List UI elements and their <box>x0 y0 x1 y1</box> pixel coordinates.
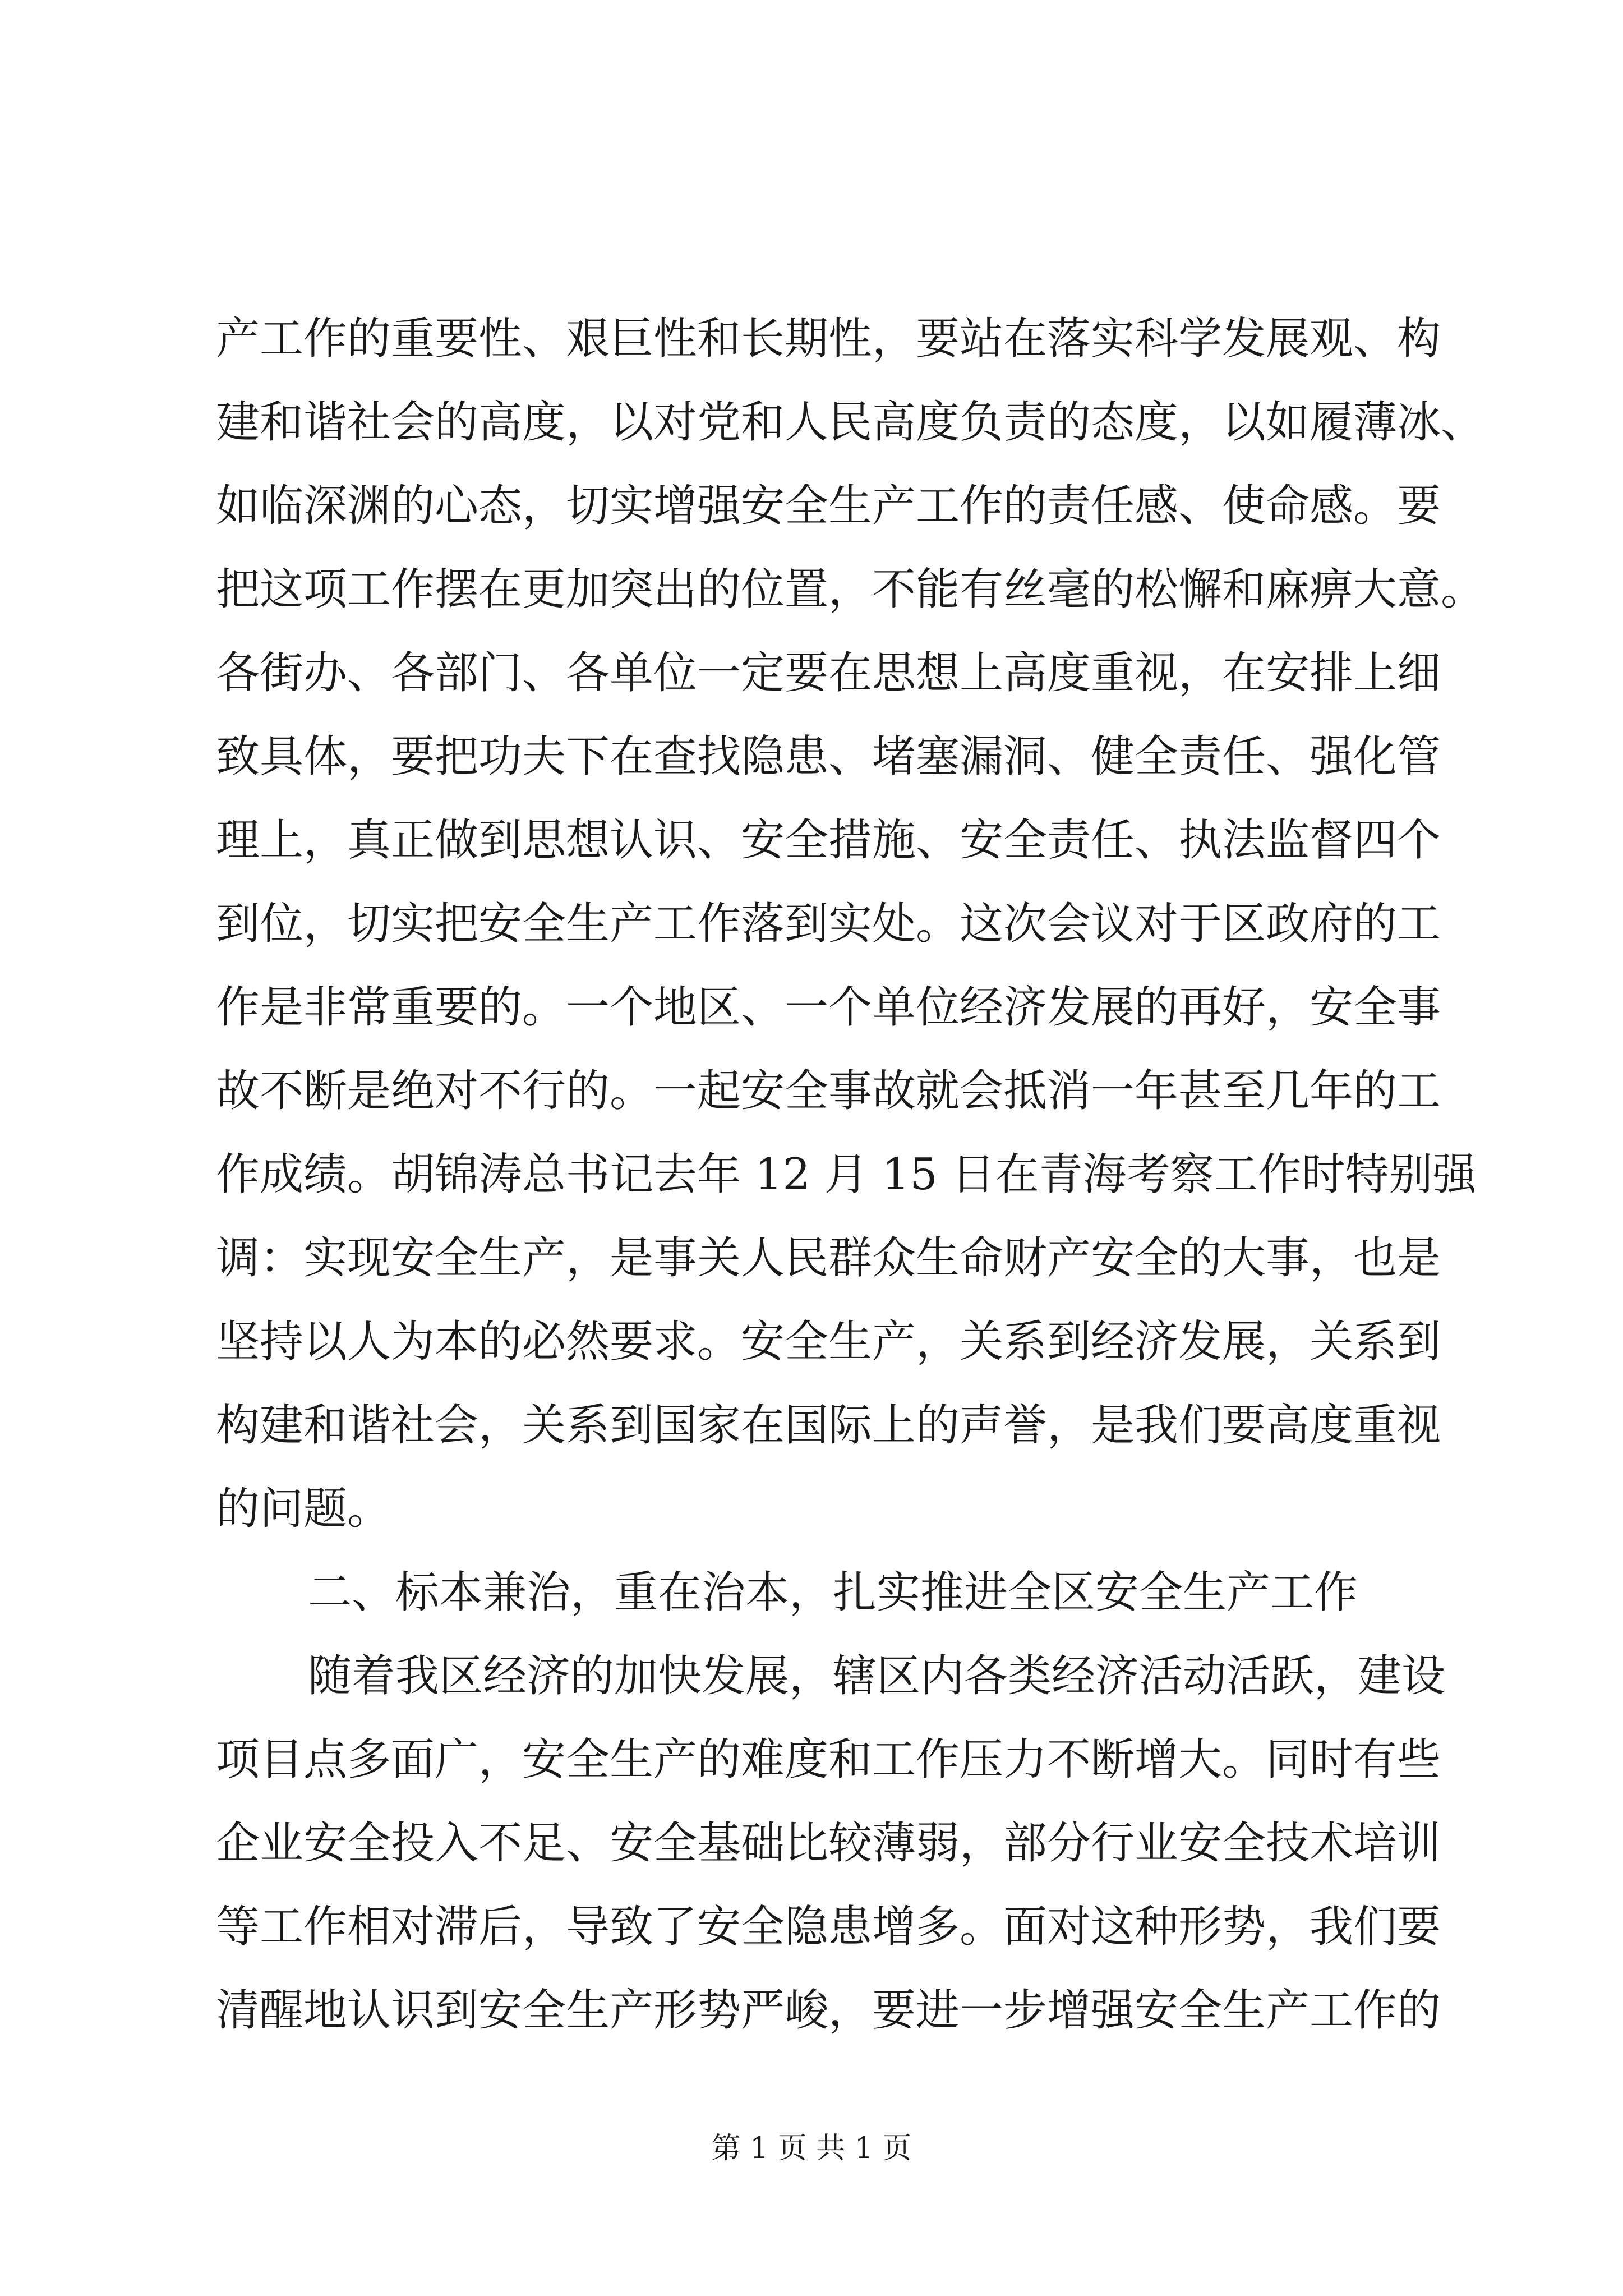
body-line: 理上，真正做到思想认识、安全措施、安全责任、执法监督四个 <box>216 815 1441 866</box>
body-line: 故不断是绝对不行的。一起安全事故就会抵消一年甚至几年的工 <box>216 1066 1441 1116</box>
body-line: 的问题。 <box>216 1484 391 1534</box>
body-line: 随着我区经济的加快发展，辖区内各类经济活动活跃，建设 <box>308 1651 1446 1701</box>
body-line: 建和谐社会的高度，以对党和人民高度负责的态度，以如履薄冰、 <box>216 397 1485 448</box>
body-line: 各街办、各部门、各单位一定要在思想上高度重视，在安排上细 <box>216 648 1441 698</box>
body-line: 调：实现安全生产，是事关人民群众生命财产安全的大事，也是 <box>216 1233 1441 1283</box>
body-line: 构建和谐社会，关系到国家在国际上的声誉，是我们要高度重视 <box>216 1400 1441 1451</box>
document-body <box>216 297 1485 2053</box>
body-line: 作成绩。胡锦涛总书记去年 12 月 15 日在青海考察工作时特别强 <box>216 1149 1477 1200</box>
body-line: 产工作的重要性、艰巨性和长期性，要站在落实科学发展观、构 <box>216 314 1441 364</box>
body-line: 企业安全投入不足、安全基础比较薄弱，部分行业安全技术培训 <box>216 1818 1441 1869</box>
page-number-footer: 第 1 页 共 1 页 <box>711 2132 912 2165</box>
body-line: 项目点多面广，安全生产的难度和工作压力不断增大。同时有些 <box>216 1734 1441 1785</box>
section-heading: 二、标本兼治，重在治本，扎实推进全区安全生产工作 <box>308 1567 1358 1618</box>
body-line: 作是非常重要的。一个地区、一个单位经济发展的再好，安全事 <box>216 982 1441 1033</box>
body-line: 等工作相对滞后，导致了安全隐患增多。面对这种形势，我们要 <box>216 1902 1441 1952</box>
body-line: 清醒地认识到安全生产形势严峻，要进一步增强安全生产工作的 <box>216 1985 1441 2036</box>
body-line: 如临深渊的心态，切实增强安全生产工作的责任感、使命感。要 <box>216 481 1441 531</box>
body-line: 坚持以人为本的必然要求。安全生产，关系到经济发展，关系到 <box>216 1317 1441 1367</box>
body-line: 致具体，要把功夫下在查找隐患、堵塞漏洞、健全责任、强化管 <box>216 731 1441 782</box>
body-line: 把这项工作摆在更加突出的位置，不能有丝毫的松懈和麻痹大意。 <box>216 564 1485 615</box>
body-line: 到位，切实把安全生产工作落到实处。这次会议对于区政府的工 <box>216 899 1441 949</box>
